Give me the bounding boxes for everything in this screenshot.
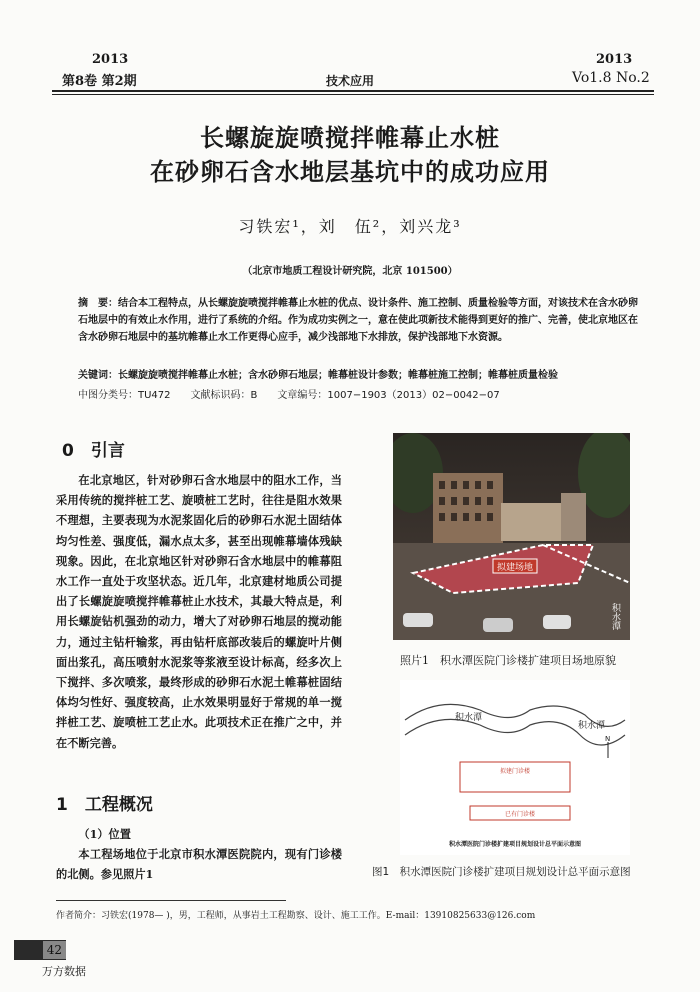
subsection-1-text: 本工程场地位于北京市积水潭医院院内，现有门诊楼的北侧。参见照片1 <box>56 847 342 882</box>
title-line-2: 在砂卵石含水地层基坑中的成功应用 <box>150 158 550 186</box>
watermark: 万方数据 <box>42 965 86 978</box>
site-photo-drawing <box>393 433 630 640</box>
map-label-new-building: 拟建门诊楼 <box>499 768 531 775</box>
header-year-left: 2013 <box>92 52 129 67</box>
header-volume-left: 第8卷 第2期 <box>62 74 137 89</box>
keywords-text: 长螺旋旋喷搅拌帷幕止水桩；含水砂卵石地层；帷幕桩设计参数；帷幕桩施工控制；帷幕桩质量检验 <box>118 370 558 381</box>
authors: 习铁宏¹，刘 伍²，刘兴龙³ <box>238 217 462 236</box>
header-rule <box>52 90 654 92</box>
figure-1-caption: 图1 积水潭医院门诊楼扩建项目规划设计总平面示意图 <box>372 866 631 878</box>
section-0-body <box>56 470 342 753</box>
classification-line: 中图分类号：TU472 文献标识码：B 文章编号：1007−1903（2013）02−0042−07 <box>78 390 500 401</box>
map-north: N <box>605 735 611 743</box>
author-footnote: 作者简介：习铁宏(1978— )，男，工程师，从事岩土工程勘察、设计、施工工作。E-mail：13910825633@126.com <box>56 911 536 921</box>
section-0-title: 0 引言 <box>62 441 125 461</box>
abstract-label: 摘 要： <box>78 298 118 309</box>
photo-1-caption: 照片1 积水潭医院门诊楼扩建项目场地原貌 <box>400 654 616 667</box>
abstract <box>78 295 638 346</box>
footnote-rule <box>56 900 286 901</box>
photo-label-site: 拟建场地 <box>496 563 534 573</box>
affiliation: （北京市地质工程设计研究院，北京 101500） <box>242 266 458 277</box>
section-1-body <box>56 824 342 885</box>
site-plan-drawing <box>400 680 630 855</box>
site-plan-figure <box>400 680 630 855</box>
page-number <box>14 940 66 960</box>
map-plan-title: 积水潭医院门诊楼扩建项目规划设计总平面示意图 <box>448 841 582 848</box>
map-label-lake-left: 积水潭 <box>455 713 483 723</box>
map-label-existing: 已有门诊楼 <box>504 811 536 818</box>
header-volume-right: Vo1.8 No.2 <box>572 70 650 86</box>
map-label-lake-right: 积水潭 <box>578 721 606 731</box>
page-number-text: 42 <box>43 941 66 959</box>
site-photo <box>393 433 630 640</box>
photo-label-lake: 积水潭 <box>610 603 620 630</box>
section-0-paragraph: 在北京地区，针对砂卵石含水地层中的阻水工作，当采用传统的搅拌桩工艺、旋喷桩工艺时，往往是阻水效果不理想，主要表现为水泥浆固化后的砂卵石水泥土固结体均匀性差、强度低，漏水点太多，甚至出现帷幕墙体残缺现象。因此，在北京地区针对砂卵石含水地层中的帷幕阻水工作一直处于攻坚状态。近几年，北京建材地质公司提出了长螺旋旋喷搅拌帷幕桩止水技术，其最大特点是，利用长螺旋钻机强劲的动力，增大了对砂卵石地层的搅动能力，通过主钻杆输浆，再由钻杆底部改装后的螺旋叶片侧面出浆孔，高压喷射水泥浆等浆液至设计标高，经多次上下搅拌、多次喷浆，最终形成的砂卵石水泥土帷幕桩固结体均匀性好、强度较高，止水效果明显好于常规的单一搅拌桩工艺、旋喷桩工艺止水。此项技术正在推广之中，并在不断完善。 <box>56 473 342 750</box>
header-year-right: 2013 <box>596 52 633 67</box>
section-1-title: 1 工程概况 <box>56 795 153 815</box>
subsection-1-title: （1）位置 <box>78 827 131 841</box>
header-column: 技术应用 <box>325 74 374 88</box>
keywords <box>78 366 658 381</box>
abstract-text: 结合本工程特点，从长螺旋旋喷搅拌帷幕止水桩的优点、设计条件、施工控制、质量检验等方面，对该技术在含水砂卵石地层中的有效止水作用，进行了系统的介绍。作为成功实例之一，意在使此项新技术能得到更好的推广、完善，使北京地区在含水砂卵石地层中的基坑帷幕止水工作更得心应手，减少浅部地下水排放，保护浅部地下水资源。 <box>78 298 638 343</box>
title-line-1: 长螺旋旋喷搅拌帷幕止水桩 <box>200 124 500 152</box>
header-rule-thin <box>52 94 654 95</box>
keywords-label: 关键词： <box>78 370 118 381</box>
